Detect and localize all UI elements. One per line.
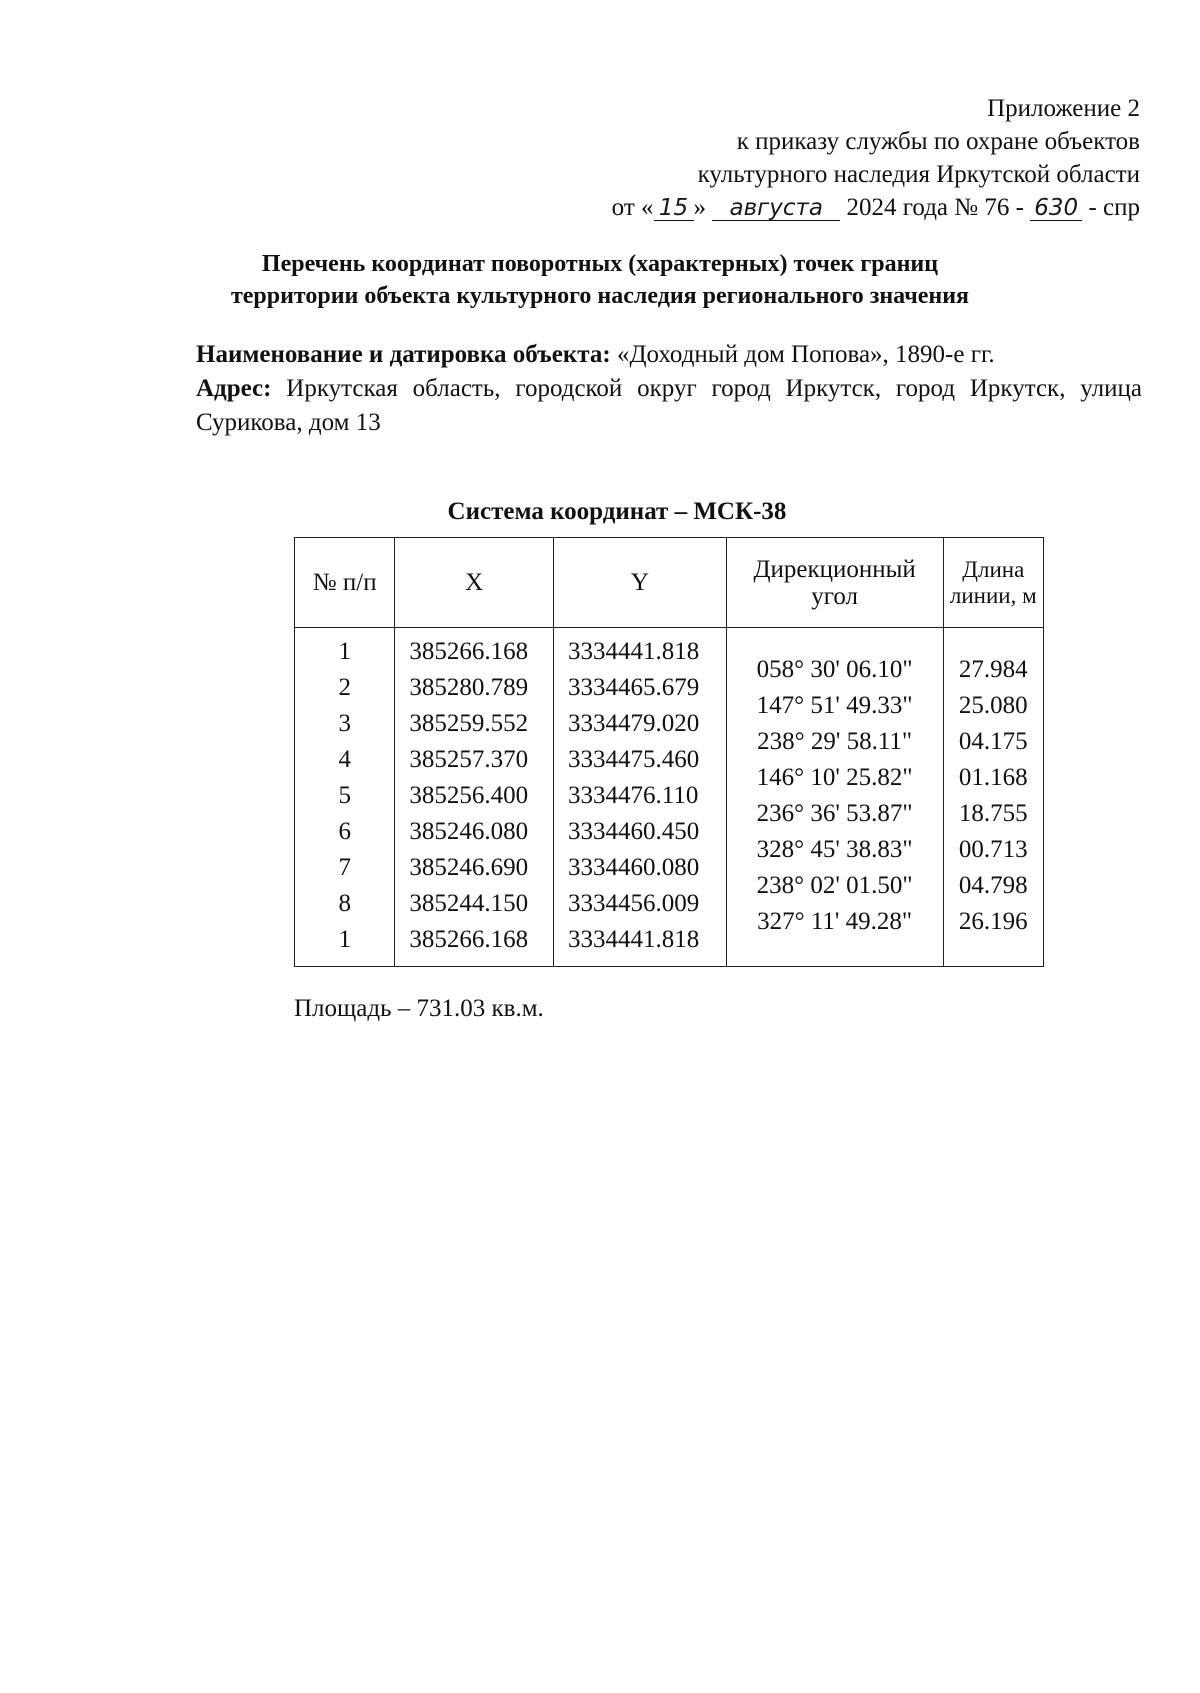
header-x: X <box>395 538 554 628</box>
document-title <box>0 248 1200 312</box>
header-length: Длина линии, м <box>943 538 1043 628</box>
segment-angle-cell: 236° 36' 53.87" <box>756 800 913 827</box>
segment-length-cell: 04.798 <box>958 872 1028 899</box>
object-address-value: Иркутская область, городской округ город Иркутск, город Иркутск, улица Сурикова, дом 13 <box>196 375 1143 436</box>
y-column <box>554 628 727 967</box>
coordinates-table <box>294 537 1044 967</box>
segment-length-cell: 27.984 <box>958 656 1028 683</box>
point-x-cell: 385244.150 <box>409 890 529 917</box>
object-address-label: Адрес: <box>196 375 272 402</box>
point-number-cell: 1 <box>338 926 351 953</box>
point-number-cell: 1 <box>338 638 351 665</box>
segment-length-cell: 26.196 <box>958 908 1028 935</box>
handwritten-month: августа <box>712 196 840 221</box>
order-suffix: - спр <box>1088 194 1140 221</box>
point-x-cell: 385256.400 <box>409 782 529 809</box>
segment-angle-cell: 328° 45' 38.83" <box>756 836 913 863</box>
appendix-date-line <box>612 191 1140 224</box>
table-header-row <box>295 538 1044 628</box>
object-name-label: Наименование и датировка объекта: <box>196 341 611 368</box>
segment-angle-cell: 058° 30' 06.10" <box>756 656 913 683</box>
segment-angle-cell: 147° 51' 49.33" <box>756 692 913 719</box>
handwritten-order-number: 630 <box>1030 196 1082 221</box>
segment-length-cell: 25.080 <box>958 692 1028 719</box>
segment-length-cell: 04.175 <box>958 728 1028 755</box>
point-x-cell: 385266.168 <box>409 926 529 953</box>
year-text: 2024 года № 76 - <box>846 194 1024 221</box>
quote-close: » <box>693 194 707 221</box>
object-name-paragraph <box>196 338 1142 372</box>
segment-length-cell: 00.713 <box>958 836 1028 863</box>
header-y: Y <box>554 538 727 628</box>
point-x-cell: 385266.168 <box>409 638 529 665</box>
point-x-cell: 385246.690 <box>409 854 529 881</box>
point-y-cell: 3334460.450 <box>568 818 700 845</box>
segment-length-cell: 01.168 <box>958 764 1028 791</box>
appendix-agency-line: культурного наследия Иркутской области <box>697 161 1140 188</box>
point-y-cell: 3334479.020 <box>568 710 700 737</box>
length-column <box>943 628 1043 967</box>
object-address-paragraph <box>196 372 1142 440</box>
segment-angle-cell: 146° 10' 25.82" <box>756 764 913 791</box>
point-y-cell: 3334456.009 <box>568 890 700 917</box>
coordinate-system-caption: Система координат – МСК-38 <box>447 498 787 525</box>
point-number-cell: 8 <box>338 890 351 917</box>
object-name-value: «Доходный дом Попова», 1890-е гг. <box>616 341 995 368</box>
header-angle: Дирекционный угол <box>726 538 943 628</box>
point-x-cell: 385257.370 <box>409 746 529 773</box>
point-number-cell: 4 <box>338 746 351 773</box>
table-body-row <box>295 628 1044 967</box>
segment-length-cell: 18.755 <box>958 800 1028 827</box>
point-number-cell: 7 <box>338 854 351 881</box>
point-number-cell: 2 <box>338 674 351 701</box>
segment-angle-cell: 327° 11' 49.28" <box>757 908 913 935</box>
date-prefix: от « <box>611 194 654 221</box>
segment-angle-cell: 238° 29' 58.11" <box>757 728 913 755</box>
appendix-number: Приложение 2 <box>987 95 1140 122</box>
point-x-cell: 385280.789 <box>409 674 529 701</box>
point-y-cell: 3334441.818 <box>568 638 700 665</box>
point-y-cell: 3334465.679 <box>568 674 700 701</box>
title-line-1: Перечень координат поворотных (характерных) точек границ <box>261 251 939 277</box>
point-y-cell: 3334476.110 <box>568 782 699 809</box>
point-number-cell: 6 <box>338 818 351 845</box>
angle-column <box>726 628 943 967</box>
point-y-cell: 3334460.080 <box>568 854 700 881</box>
header-num: № п/п <box>295 538 395 628</box>
x-column <box>395 628 554 967</box>
appendix-header <box>612 92 1140 224</box>
point-x-cell: 385259.552 <box>409 710 529 737</box>
num-column <box>295 628 395 967</box>
point-number-cell: 3 <box>338 710 351 737</box>
point-x-cell: 385246.080 <box>409 818 529 845</box>
appendix-order-line: к приказу службы по охране объектов <box>736 128 1140 155</box>
object-info <box>196 338 1142 440</box>
title-line-2: территории объекта культурного наследия регионального значения <box>230 283 970 309</box>
point-number-cell: 5 <box>338 782 351 809</box>
point-y-cell: 3334441.818 <box>568 926 700 953</box>
area-text: Площадь – 731.03 кв.м. <box>294 995 544 1022</box>
point-y-cell: 3334475.460 <box>568 746 700 773</box>
segment-angle-cell: 238° 02' 01.50" <box>756 872 913 899</box>
handwritten-day: 15 <box>654 196 694 221</box>
